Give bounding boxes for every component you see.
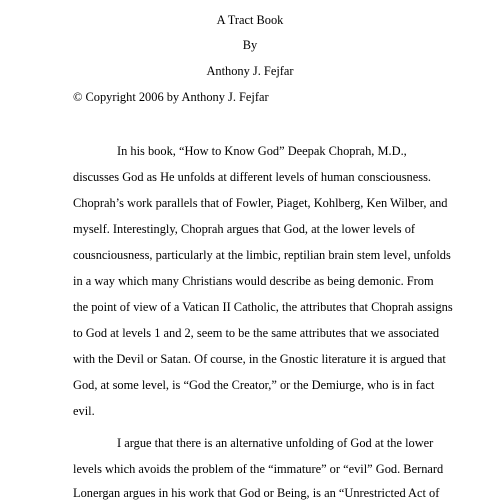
paragraph-line: to God at levels 1 and 2, seem to be the same attributes that we associated bbox=[73, 326, 440, 340]
paragraph-line: Choprah’s work parallels that of Fowler, Piaget, Kohlberg, Ken Wilber, and bbox=[73, 196, 448, 210]
author-name: Anthony J. Fejfar bbox=[206, 64, 294, 78]
by-line: By bbox=[242, 38, 258, 52]
copyright-notice: © Copyright 2006 by Anthony J. Fejfar bbox=[73, 90, 269, 104]
paragraph-line: discusses God as He unfolds at different levels of human consciousness. bbox=[73, 170, 431, 184]
paragraph-line: levels which avoids the problem of the “immature” or “evil” God. Bernard bbox=[73, 462, 444, 476]
paragraph-line: Lonergan argues in his work that God or Being, is an “Unrestricted Act of bbox=[73, 486, 440, 500]
paragraph-line: with the Devil or Satan. Of course, in the Gnostic literature it is argued that bbox=[73, 352, 446, 366]
paragraph-line: In his book, “How to Know God” Deepak Choprah, M.D., bbox=[117, 144, 407, 158]
document-title: A Tract Book bbox=[216, 13, 284, 27]
paragraph-line: in a way which many Christians would describe as being demonic. From bbox=[73, 274, 434, 288]
paragraph-line: God, at some level, is “God the Creator,” or the Demiurge, who is in fact bbox=[73, 378, 435, 392]
paragraph-line: the point of view of a Vatican II Catholic, the attributes that Choprah assigns bbox=[73, 300, 453, 314]
paragraph-line: evil. bbox=[73, 404, 95, 418]
paragraph-line: cousnciousness, particularly at the limbic, reptilian brain stem level, unfolds bbox=[73, 248, 451, 262]
paragraph-line: I argue that there is an alternative unfolding of God at the lower bbox=[117, 436, 434, 450]
paragraph-line: myself. Interestingly, Choprah argues that God, at the lower levels of bbox=[73, 222, 416, 236]
